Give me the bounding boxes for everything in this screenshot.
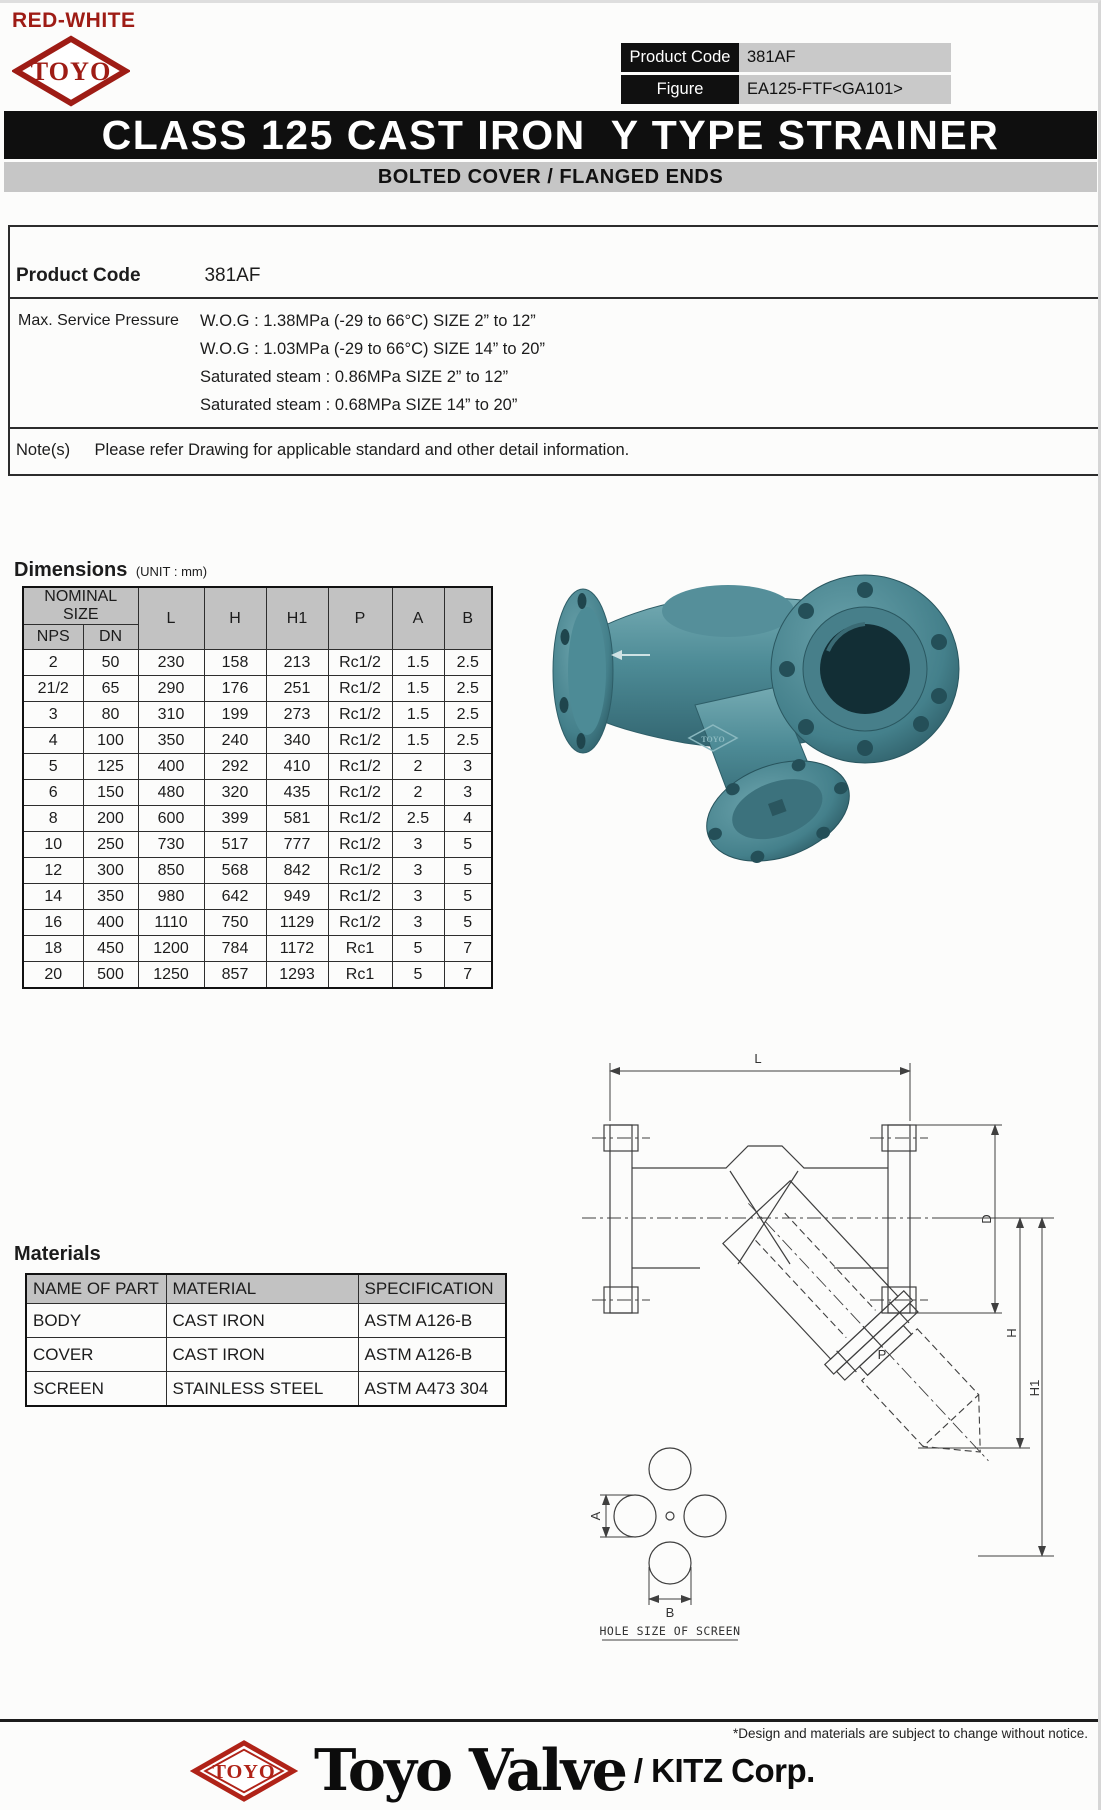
product-photo (535, 559, 975, 875)
table-cell: 240 (204, 728, 266, 754)
table-row (23, 806, 492, 832)
table-cell: SCREEN (26, 1372, 166, 1407)
table-cell: 7 (444, 936, 492, 962)
table-row (26, 1372, 506, 1407)
col-H1: H1 (266, 587, 328, 650)
table-cell: 4 (444, 806, 492, 832)
table-cell: 200 (83, 806, 138, 832)
table-cell: 1.5 (392, 650, 444, 676)
table-cell: 2.5 (444, 676, 492, 702)
info-row-figure (621, 75, 954, 104)
table-cell: ASTM A126-B (358, 1304, 506, 1338)
dimensions-unit: (UNIT : mm) (135, 564, 208, 579)
dimension-D (912, 1125, 1002, 1313)
table-cell: COVER (26, 1338, 166, 1372)
table-cell: 600 (138, 806, 204, 832)
label-A: A (588, 1511, 603, 1521)
table-cell: 8 (23, 806, 83, 832)
spec-box (8, 225, 1101, 476)
table-cell: 7 (444, 962, 492, 989)
table-cell: 10 (23, 832, 83, 858)
table-cell: Rc1/2 (328, 884, 392, 910)
table-cell: 3 (392, 858, 444, 884)
table-cell: CAST IRON (166, 1304, 358, 1338)
table-cell: 350 (83, 884, 138, 910)
table-cell: 5 (392, 936, 444, 962)
table-row (26, 1338, 506, 1372)
table-cell: 1250 (138, 962, 204, 989)
table-cell: 3 (392, 884, 444, 910)
table-cell: 230 (138, 650, 204, 676)
table-cell: 5 (23, 754, 83, 780)
table-cell: 6 (23, 780, 83, 806)
table-row (23, 884, 492, 910)
table-row (23, 676, 492, 702)
table-row (23, 650, 492, 676)
table-cell: 3 (392, 832, 444, 858)
table-cell: 150 (83, 780, 138, 806)
table-cell: Rc1/2 (328, 676, 392, 702)
table-cell: 5 (444, 910, 492, 936)
table-cell: 292 (204, 754, 266, 780)
col-nominal-size: NOMINAL SIZE (23, 587, 138, 625)
table-cell: 199 (204, 702, 266, 728)
dimension-H1 (978, 1218, 1054, 1556)
table-cell: 3 (23, 702, 83, 728)
table-row (23, 832, 492, 858)
dimensions-heading (14, 559, 207, 582)
materials-heading: Materials (14, 1243, 101, 1265)
dimension-H (918, 1218, 1054, 1448)
table-row (23, 754, 492, 780)
table-cell: STAINLESS STEEL (166, 1372, 358, 1407)
table-cell: 3 (444, 780, 492, 806)
label-P: P (877, 1347, 887, 1362)
table-row (23, 962, 492, 989)
table-cell: Rc1/2 (328, 858, 392, 884)
note-row (10, 429, 1101, 474)
pressure-line: Saturated steam : 0.86MPa SIZE 2” to 12” (200, 368, 509, 386)
table-cell: 1.5 (392, 676, 444, 702)
col-P: P (328, 587, 392, 650)
table-cell: Rc1 (328, 962, 392, 989)
pressure-lines (200, 307, 545, 419)
table-cell: 777 (266, 832, 328, 858)
info-row-product-code (621, 43, 954, 72)
table-cell: 980 (138, 884, 204, 910)
table-cell: 2 (392, 754, 444, 780)
table-cell: 340 (266, 728, 328, 754)
table-cell: 435 (266, 780, 328, 806)
table-cell: ASTM A473 304 (358, 1372, 506, 1407)
table-cell: 1110 (138, 910, 204, 936)
table-cell: 65 (83, 676, 138, 702)
table-cell: 14 (23, 884, 83, 910)
diamond-label: TOYO (30, 56, 112, 86)
table-row (23, 858, 492, 884)
dimension-L (610, 1051, 910, 1121)
table-cell: Rc1/2 (328, 806, 392, 832)
label-L: L (754, 1051, 762, 1066)
table-cell: 213 (266, 650, 328, 676)
dimensions-body (23, 650, 492, 989)
toyo-diamond-logo-small (190, 1740, 298, 1802)
note-text: Please refer Drawing for applicable standard and other detail information. (94, 441, 630, 459)
spec-product-code-value: 381AF (204, 265, 261, 286)
table-cell: 1293 (266, 962, 328, 989)
table-cell: 125 (83, 754, 138, 780)
table-cell: 5 (444, 832, 492, 858)
col-B: B (444, 587, 492, 650)
table-cell: 250 (83, 832, 138, 858)
materials-table (25, 1273, 507, 1407)
footer-rule (0, 1719, 1101, 1722)
dimensions-table (22, 586, 493, 989)
dimensions-title: Dimensions (14, 559, 128, 581)
table-cell: 5 (392, 962, 444, 989)
col-specification: SPECIFICATION (358, 1274, 506, 1304)
diamond-label: TOYO (212, 1760, 276, 1783)
table-cell: 2.5 (392, 806, 444, 832)
table-row (23, 910, 492, 936)
footer-disclaimer: *Design and materials are subject to change without notice. (733, 1726, 1088, 1741)
figure-header: Figure (621, 75, 739, 104)
table-cell: Rc1/2 (328, 832, 392, 858)
table-cell: 1.5 (392, 728, 444, 754)
label-D: D (979, 1214, 994, 1224)
table-cell: 410 (266, 754, 328, 780)
table-cell: 350 (138, 728, 204, 754)
table-cell: Rc1/2 (328, 910, 392, 936)
table-cell: 450 (83, 936, 138, 962)
table-cell: 158 (204, 650, 266, 676)
table-cell: 949 (266, 884, 328, 910)
table-cell: 3 (392, 910, 444, 936)
table-row (23, 728, 492, 754)
table-cell: Rc1/2 (328, 728, 392, 754)
table-cell: 290 (138, 676, 204, 702)
table-cell: 842 (266, 858, 328, 884)
table-cell: 750 (204, 910, 266, 936)
col-material: MATERIAL (166, 1274, 358, 1304)
footer-logo (190, 1737, 815, 1804)
table-cell: 100 (83, 728, 138, 754)
table-cell: 176 (204, 676, 266, 702)
spec-product-code-label: Product Code (16, 265, 141, 286)
table-cell: 3 (444, 754, 492, 780)
table-row (26, 1304, 506, 1338)
col-DN: DN (83, 625, 138, 650)
col-L: L (138, 587, 204, 650)
table-cell: 273 (266, 702, 328, 728)
pressure-line: W.O.G : 1.03MPa (-29 to 66°C) SIZE 14” to 20” (200, 340, 545, 358)
table-cell: 568 (204, 858, 266, 884)
product-code-cell: 381AF (739, 43, 951, 72)
toyo-valve-wordmark: Toyo Valve (314, 1737, 626, 1804)
hole-size-detail (588, 1448, 741, 1640)
table-cell: Rc1/2 (328, 754, 392, 780)
info-table (621, 43, 954, 107)
table-cell: Rc1/2 (328, 650, 392, 676)
table-cell: 1129 (266, 910, 328, 936)
table-cell: 5 (444, 858, 492, 884)
table-cell: 730 (138, 832, 204, 858)
spec-product-code-row (10, 227, 1101, 299)
table-cell: 1.5 (392, 702, 444, 728)
col-NPS: NPS (23, 625, 83, 650)
brand-block (12, 9, 136, 107)
table-cell: 399 (204, 806, 266, 832)
table-cell: 2 (392, 780, 444, 806)
table-cell: 80 (83, 702, 138, 728)
table-cell: Rc1 (328, 936, 392, 962)
table-cell: 857 (204, 962, 266, 989)
right-flange (771, 575, 959, 763)
label-H: H (1004, 1328, 1019, 1338)
technical-drawing (530, 1033, 1095, 1658)
table-cell: 1200 (138, 936, 204, 962)
hole-size-caption: HOLE SIZE OF SCREEN (599, 1624, 741, 1638)
page-subtitle: BOLTED COVER / FLANGED ENDS (4, 162, 1097, 192)
pressure-line: Saturated steam : 0.68MPa SIZE 14” to 20” (200, 396, 518, 414)
table-cell: 12 (23, 858, 83, 884)
table-cell: 2.5 (444, 702, 492, 728)
table-cell: Rc1/2 (328, 780, 392, 806)
table-cell: 300 (83, 858, 138, 884)
table-cell: 4 (23, 728, 83, 754)
table-cell: BODY (26, 1304, 166, 1338)
table-cell: 2.5 (444, 650, 492, 676)
table-cell: 400 (138, 754, 204, 780)
table-cell: 850 (138, 858, 204, 884)
table-cell: 310 (138, 702, 204, 728)
table-cell: 320 (204, 780, 266, 806)
table-cell: 16 (23, 910, 83, 936)
kitz-corp-wordmark: / KITZ Corp. (633, 1751, 815, 1789)
materials-body (26, 1304, 506, 1407)
figure-cell: EA125-FTF<GA101> (739, 75, 951, 104)
spec-pressure-row (10, 299, 1101, 429)
table-cell: CAST IRON (166, 1338, 358, 1372)
table-cell: 20 (23, 962, 83, 989)
product-code-header: Product Code (621, 43, 739, 72)
table-cell: 1172 (266, 936, 328, 962)
page-title: CLASS 125 CAST IRON Y TYPE STRAINER (4, 111, 1097, 159)
toyo-diamond-logo (12, 35, 130, 107)
table-row (23, 702, 492, 728)
table-cell: 21/2 (23, 676, 83, 702)
pressure-label: Max. Service Pressure (18, 312, 179, 329)
table-cell: 400 (83, 910, 138, 936)
table-cell: 500 (83, 962, 138, 989)
pressure-line: W.O.G : 1.38MPa (-29 to 66°C) SIZE 2” to 12” (200, 312, 536, 330)
table-cell: 251 (266, 676, 328, 702)
table-cell: 18 (23, 936, 83, 962)
table-cell: 2 (23, 650, 83, 676)
table-cell: 480 (138, 780, 204, 806)
col-name-of-part: NAME OF PART (26, 1274, 166, 1304)
table-cell: 581 (266, 806, 328, 832)
label-B: B (665, 1605, 675, 1620)
table-cell: 642 (204, 884, 266, 910)
table-row (23, 936, 492, 962)
svg-text:TOYO: TOYO (701, 735, 725, 744)
col-H: H (204, 587, 266, 650)
table-cell: 50 (83, 650, 138, 676)
note-label: Note(s) (16, 441, 71, 459)
red-white-wordmark: RED-WHITE (12, 9, 136, 32)
left-flange (553, 589, 613, 753)
table-cell: 784 (204, 936, 266, 962)
table-cell: 517 (204, 832, 266, 858)
col-A: A (392, 587, 444, 650)
table-cell: Rc1/2 (328, 702, 392, 728)
label-H1: H1 (1027, 1379, 1042, 1397)
table-row (23, 780, 492, 806)
table-cell: ASTM A126-B (358, 1338, 506, 1372)
table-cell: 5 (444, 884, 492, 910)
table-cell: 2.5 (444, 728, 492, 754)
